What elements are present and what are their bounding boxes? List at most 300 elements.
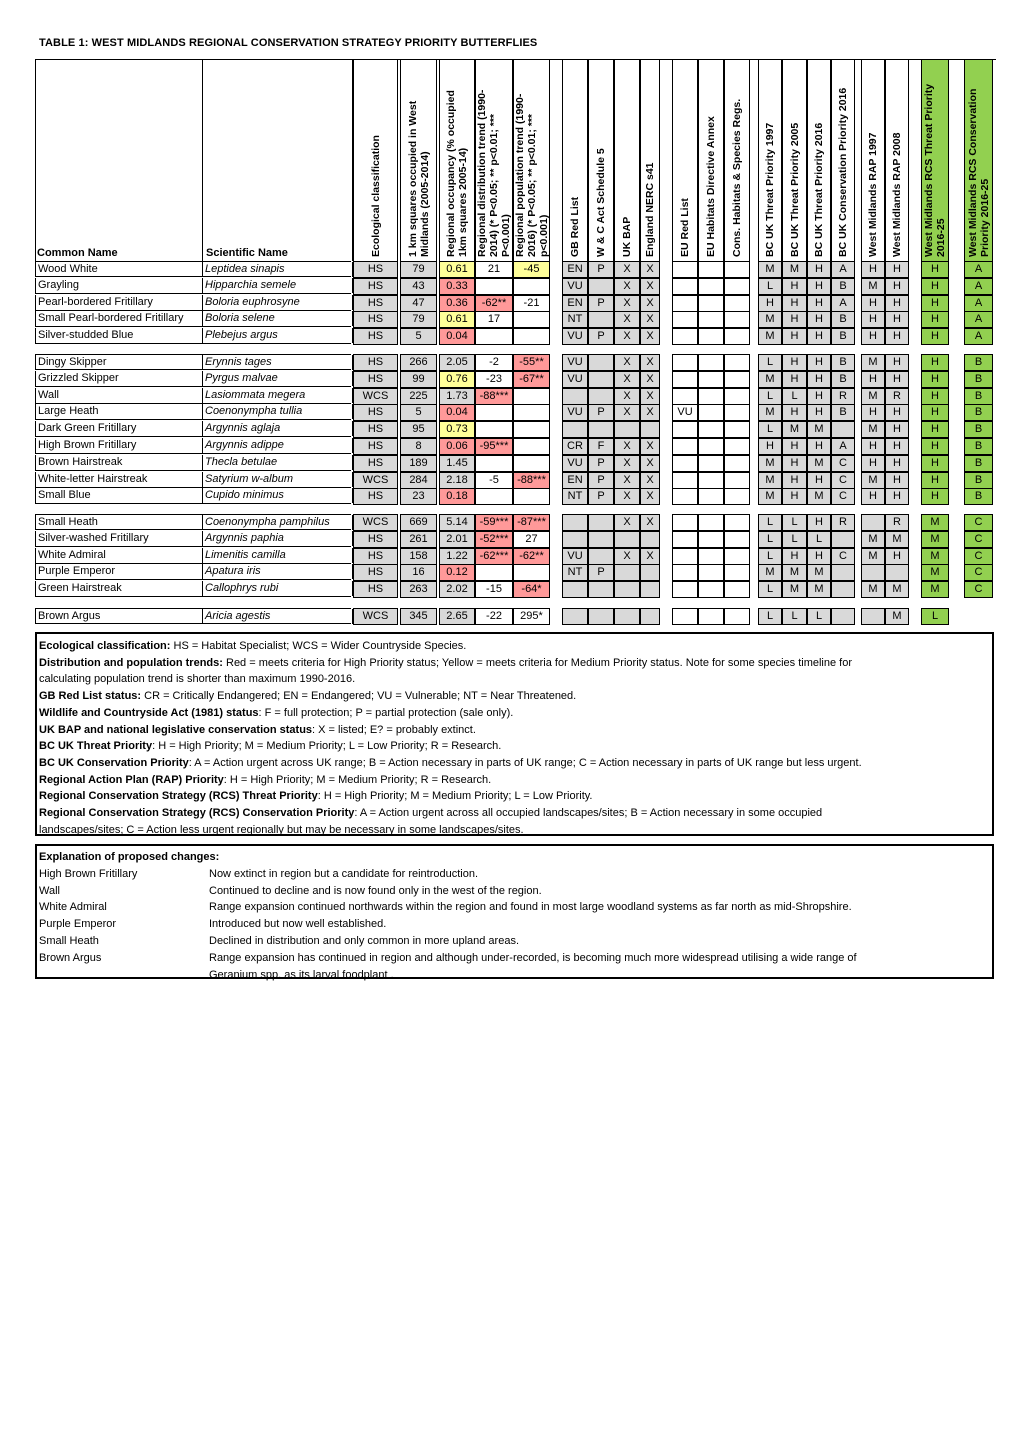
cell-wca: [588, 371, 614, 388]
cell-nerc: X: [640, 354, 660, 371]
cell-r97: H: [861, 371, 885, 388]
cell-eco: HS: [353, 421, 398, 438]
cell-b97: M: [758, 564, 782, 581]
cell-r97: H: [861, 295, 885, 312]
cell-b05: M: [782, 564, 807, 581]
cell-cons: [724, 371, 750, 388]
table-title: TABLE 1: WEST MIDLANDS REGIONAL CONSERVATION STRATEGY PRIORITY BUTTERFLIES: [39, 37, 538, 49]
cell-nerc: X: [640, 295, 660, 312]
cell-km: 266: [400, 354, 437, 371]
cell-occ: 0.36: [439, 295, 475, 312]
header-label-bc: BC UK Conservation Priority 2016: [837, 87, 849, 257]
cell-gb: [562, 388, 588, 405]
header-b16: [807, 60, 831, 261]
legend-label: Regional Conservation Strategy (RCS) Threat Priority: [39, 790, 318, 803]
cell-euh: [698, 438, 724, 455]
legend-line: [39, 688, 992, 705]
cell-dist: -52***: [475, 531, 513, 548]
cell-b05: H: [782, 295, 807, 312]
cell-cons: [724, 404, 750, 421]
cell-pop: [513, 455, 550, 472]
cell-bc: [831, 564, 855, 581]
common-name-cell: Silver-studded Blue: [35, 328, 203, 343]
cell-r08: H: [885, 328, 909, 345]
cell-occ: 0.61: [439, 261, 475, 278]
cell-gb: NT: [562, 488, 588, 505]
cell-t: H: [921, 438, 949, 455]
header-label-b97: BC UK Threat Priority 1997: [764, 122, 776, 257]
cell-b05: H: [782, 472, 807, 489]
table-row: [35, 295, 351, 311]
header-common-name: Common Name: [37, 247, 118, 259]
scientific-name-cell: Aricia agestis: [203, 609, 353, 624]
cell-bap: [614, 608, 640, 625]
cell-r08: H: [885, 438, 909, 455]
header-bc: [831, 60, 855, 261]
cell-gb: NT: [562, 564, 588, 581]
cell-wca: P: [588, 404, 614, 421]
table-row: [35, 278, 351, 294]
cell-c: B: [964, 354, 993, 371]
cell-b97: L: [758, 278, 782, 295]
cell-r97: H: [861, 438, 885, 455]
cell-t: H: [921, 261, 949, 278]
cell-bap: X: [614, 514, 640, 531]
cell-b97: L: [758, 608, 782, 625]
cell-b05: L: [782, 388, 807, 405]
legend-text: HS = Habitat Specialist; WCS = Wider Countryside Species.: [170, 640, 467, 652]
cell-dist: -15: [475, 581, 513, 598]
header-cons: [724, 60, 750, 261]
scientific-name-cell: Limenitis camilla: [203, 548, 353, 563]
cell-nerc: X: [640, 278, 660, 295]
cell-euh: [698, 371, 724, 388]
cell-pop: [513, 388, 550, 405]
cell-gb: EN: [562, 472, 588, 489]
legend-text: Red = meets criteria for High Priority status; Yellow = meets criteria for Medium Priority status. Note for some species timeline for: [222, 656, 852, 669]
cell-cons: [724, 278, 750, 295]
cell-pop: [513, 311, 550, 328]
cell-b16: H: [807, 278, 831, 295]
scientific-name-cell: Leptidea sinapis: [203, 262, 353, 277]
cell-gb: VU: [562, 548, 588, 565]
cell-b16: M: [807, 455, 831, 472]
cell-c: C: [964, 548, 993, 565]
cell-bc: A: [831, 261, 855, 278]
cell-euh: [698, 311, 724, 328]
scientific-name-cell: Argynnis aglaja: [203, 421, 353, 436]
cell-wca: P: [588, 295, 614, 312]
header-pop: [513, 60, 550, 261]
cell-wca: [588, 514, 614, 531]
change-species: Wall: [39, 884, 60, 897]
legend-label: GB Red List status:: [39, 690, 142, 703]
cell-bap: X: [614, 354, 640, 371]
cell-eco: WCS: [353, 514, 398, 531]
cell-t: M: [921, 514, 949, 531]
cell-eur: [672, 581, 698, 598]
header-label-c: Priority 2016-25: [978, 178, 991, 257]
cell-nerc: X: [640, 472, 660, 489]
cell-cons: [724, 354, 750, 371]
common-name-cell: Small Pearl-bordered Fritillary: [35, 311, 203, 326]
legend-line: [39, 705, 992, 722]
header-label-eur: EU Red List: [679, 198, 691, 257]
table-row: [35, 404, 351, 420]
cell-eco: HS: [353, 354, 398, 371]
cell-eur: [672, 328, 698, 345]
cell-b16: H: [807, 295, 831, 312]
cell-t: H: [921, 311, 949, 328]
cell-c: B: [964, 438, 993, 455]
cell-t: H: [921, 295, 949, 312]
cell-r97: M: [861, 581, 885, 598]
table-row: [35, 531, 351, 547]
cell-dist: [475, 421, 513, 438]
common-name-cell: Small Blue: [35, 488, 203, 503]
cell-pop: -21: [513, 295, 550, 312]
cell-wca: P: [588, 455, 614, 472]
header-left-border: [35, 60, 203, 261]
cell-occ: 0.76: [439, 371, 475, 388]
common-name-cell: Wall: [35, 388, 203, 403]
cell-r97: H: [861, 328, 885, 345]
cell-b05: H: [782, 278, 807, 295]
cell-r97: M: [861, 421, 885, 438]
table-row: [35, 514, 351, 530]
cell-dist: -88***: [475, 388, 513, 405]
cell-c: A: [964, 278, 993, 295]
table-header: [35, 59, 996, 261]
cell-km: 47: [400, 295, 437, 312]
cell-euh: [698, 388, 724, 405]
cell-r97: [861, 564, 885, 581]
legend-label: BC UK Conservation Priority: [39, 756, 189, 769]
cell-t: H: [921, 278, 949, 295]
cell-nerc: X: [640, 388, 660, 405]
cell-c: B: [964, 455, 993, 472]
cell-eur: [672, 421, 698, 438]
legend-line: [39, 772, 992, 789]
cell-eur: [672, 278, 698, 295]
cell-gb: VU: [562, 354, 588, 371]
cell-km: 225: [400, 388, 437, 405]
cell-euh: [698, 404, 724, 421]
legend-line: [39, 755, 992, 772]
legend-text: : X = listed; E? = probably extinct.: [312, 723, 476, 736]
cell-b16: H: [807, 261, 831, 278]
cell-b05: L: [782, 531, 807, 548]
header-euh: [698, 60, 724, 261]
cell-b05: H: [782, 455, 807, 472]
cell-c: C: [964, 581, 993, 598]
cell-t: H: [921, 455, 949, 472]
cell-r97: H: [861, 311, 885, 328]
cell-b05: H: [782, 354, 807, 371]
header-label-occ: Regional occupancy (% occupied: [445, 90, 457, 257]
legend-text: landscapes/sites; C = Action less urgent regionally but may be necessary in some landscapes/sites.: [39, 823, 524, 836]
common-name-cell: Large Heath: [35, 404, 203, 419]
cell-r97: M: [861, 354, 885, 371]
cell-occ: 0.61: [439, 311, 475, 328]
cell-t: H: [921, 488, 949, 505]
cell-r08: H: [885, 488, 909, 505]
cell-t: H: [921, 371, 949, 388]
legend-text: calculating population trend is shorter than maximum 1990-2016.: [39, 673, 356, 686]
cell-r08: H: [885, 261, 909, 278]
change-row: [39, 866, 992, 883]
legend-label: Wildlife and Countryside Act (1981) status: [39, 706, 259, 719]
cell-cons: [724, 388, 750, 405]
cell-b97: L: [758, 421, 782, 438]
table-row: [35, 548, 351, 564]
table-row: [35, 438, 351, 454]
table-row: [35, 488, 351, 504]
cell-wca: [588, 311, 614, 328]
legend-line: [39, 805, 992, 822]
cell-gb: [562, 608, 588, 625]
cell-bap: X: [614, 548, 640, 565]
cell-pop: [513, 421, 550, 438]
cell-t: M: [921, 564, 949, 581]
cell-bc: B: [831, 354, 855, 371]
header-bap: [614, 60, 640, 261]
cell-gb: VU: [562, 328, 588, 345]
cell-r08: [885, 564, 909, 581]
scientific-name-cell: Lasiommata megera: [203, 388, 353, 403]
cell-b97: L: [758, 388, 782, 405]
legend-label: BC UK Threat Priority: [39, 740, 153, 753]
legend-line: [39, 788, 992, 805]
cell-dist: -62**: [475, 295, 513, 312]
header-label-t: 2016-25: [935, 218, 947, 257]
cell-r08: H: [885, 371, 909, 388]
cell-wca: P: [588, 472, 614, 489]
legend-text: : H = High Priority; M = Medium Priority; R = Research.: [223, 773, 492, 786]
cell-r08: H: [885, 404, 909, 421]
cell-occ: 2.02: [439, 581, 475, 598]
cell-r97: M: [861, 472, 885, 489]
common-name-cell: Grayling: [35, 278, 203, 293]
cell-r97: H: [861, 455, 885, 472]
cell-t: H: [921, 404, 949, 421]
header-eur: [672, 60, 698, 261]
cell-bap: [614, 421, 640, 438]
cell-occ: 2.65: [439, 608, 475, 625]
cell-b97: L: [758, 548, 782, 565]
legend-label: Distribution and population trends:: [39, 656, 223, 669]
cell-euh: [698, 548, 724, 565]
cell-km: 5: [400, 328, 437, 345]
change-row: [39, 967, 992, 984]
header-label-b05: BC UK Threat Priority 2005: [788, 122, 801, 257]
cell-occ: 0.73: [439, 421, 475, 438]
cell-t: H: [921, 472, 949, 489]
cell-b16: M: [807, 564, 831, 581]
header-t: [921, 60, 949, 261]
cell-occ: 2.05: [439, 354, 475, 371]
cell-bc: C: [831, 488, 855, 505]
table-row: [35, 581, 351, 597]
cell-dist: -5: [475, 472, 513, 489]
table-row: [35, 388, 351, 404]
cell-c: C: [964, 514, 993, 531]
cell-b16: H: [807, 388, 831, 405]
cell-b16: H: [807, 472, 831, 489]
header-eco: [353, 60, 398, 261]
header-c: [964, 60, 993, 261]
cell-b97: M: [758, 488, 782, 505]
change-text: Continued to decline and is now found only in the west of the region.: [209, 884, 542, 897]
cell-pop: [513, 438, 550, 455]
cell-bap: X: [614, 404, 640, 421]
common-name-cell: White Admiral: [35, 548, 203, 563]
cell-b16: L: [807, 608, 831, 625]
common-name-cell: Dark Green Fritillary: [35, 421, 203, 436]
change-species: Brown Argus: [39, 951, 102, 964]
cell-eco: WCS: [353, 608, 398, 625]
cell-occ: 0.04: [439, 328, 475, 345]
cell-euh: [698, 295, 724, 312]
cell-gb: [562, 531, 588, 548]
scientific-name-cell: Coenonympha pamphilus: [203, 515, 353, 530]
header-label-gb: GB Red List: [569, 196, 581, 257]
cell-pop: [513, 278, 550, 295]
cell-pop: 27: [513, 531, 550, 548]
scientific-name-cell: Argynnis adippe: [203, 438, 353, 453]
header-label-dist: Regional distribution trend (1990-: [476, 89, 488, 257]
change-row: [39, 916, 992, 933]
legend-text: : A = Action urgent across UK range; B = Action necessary in parts of UK range; C = Action necessary in parts of UK range but less urgent.: [188, 756, 862, 769]
legend-text: : F = full protection; P = partial protection (sale only).: [258, 706, 514, 719]
cell-wca: [588, 548, 614, 565]
cell-gb: [562, 581, 588, 598]
change-species: Small Heath: [39, 934, 99, 947]
cell-nerc: X: [640, 548, 660, 565]
cell-bap: X: [614, 278, 640, 295]
cell-cons: [724, 514, 750, 531]
cell-b16: H: [807, 328, 831, 345]
legend-label: UK BAP and national legislative conservation status: [39, 723, 313, 736]
cell-gb: VU: [562, 455, 588, 472]
cell-bap: X: [614, 388, 640, 405]
cell-r08: M: [885, 608, 909, 625]
cell-eur: [672, 548, 698, 565]
cell-eur: [672, 388, 698, 405]
header-label-dist: 2014) (* P<0.05; ** p<0.01; ***: [488, 113, 500, 257]
cell-c: [964, 608, 993, 625]
common-name-cell: High Brown Fritillary: [35, 438, 203, 453]
header-label-t: West Midlands RCS Threat Priority: [923, 83, 935, 257]
cell-eco: HS: [353, 278, 398, 295]
cell-b16: H: [807, 371, 831, 388]
cell-dist: [475, 455, 513, 472]
changes-box: [35, 844, 994, 979]
legend-text: : A = Action urgent across all occupied landscapes/sites; B = Action necessary in some occupied: [354, 807, 823, 820]
cell-euh: [698, 488, 724, 505]
scientific-name-cell: Boloria euphrosyne: [203, 295, 353, 310]
cell-cons: [724, 581, 750, 598]
cell-eur: [672, 371, 698, 388]
cell-eco: HS: [353, 261, 398, 278]
table-row: [35, 472, 351, 488]
cell-b97: L: [758, 514, 782, 531]
cell-c: B: [964, 472, 993, 489]
cell-bc: B: [831, 278, 855, 295]
scientific-name-cell: Cupido minimus: [203, 488, 353, 503]
table-row: [35, 354, 351, 370]
cell-km: 8: [400, 438, 437, 455]
cell-eco: HS: [353, 488, 398, 505]
cell-eco: HS: [353, 455, 398, 472]
cell-b05: H: [782, 311, 807, 328]
cell-nerc: X: [640, 328, 660, 345]
cell-bc: B: [831, 328, 855, 345]
cell-b97: M: [758, 404, 782, 421]
cell-eur: VU: [672, 404, 698, 421]
change-text: Geranium spp. as its larval foodplant .: [209, 968, 394, 981]
cell-eco: HS: [353, 404, 398, 421]
cell-eco: HS: [353, 371, 398, 388]
cell-r97: M: [861, 278, 885, 295]
header-r08: [885, 60, 909, 261]
cell-r97: H: [861, 488, 885, 505]
cell-gb: VU: [562, 371, 588, 388]
cell-b05: L: [782, 608, 807, 625]
cell-occ: 0.33: [439, 278, 475, 295]
cell-dist: [475, 278, 513, 295]
change-row: [39, 933, 992, 950]
cell-bc: C: [831, 455, 855, 472]
cell-nerc: [640, 564, 660, 581]
legend-label: Regional Action Plan (RAP) Priority: [39, 773, 224, 786]
cell-nerc: [640, 421, 660, 438]
scientific-name-cell: Pyrgus malvae: [203, 371, 353, 386]
cell-bap: [614, 581, 640, 598]
cell-km: 95: [400, 421, 437, 438]
header-b05: [782, 60, 807, 261]
cell-pop: [513, 488, 550, 505]
header-label-pop: p<0.001): [537, 214, 550, 257]
cell-bc: [831, 608, 855, 625]
header-label-eco: Ecological classification: [369, 135, 382, 257]
cell-b97: L: [758, 581, 782, 598]
cell-bc: B: [831, 404, 855, 421]
header-label-euh: EU Habitats Directive Annex: [705, 116, 717, 257]
cell-c: B: [964, 371, 993, 388]
legend-text: : H = High Priority; M = Medium Priority; L = Low Priority; R = Research.: [152, 740, 502, 753]
cell-gb: VU: [562, 278, 588, 295]
table-row: [35, 311, 351, 327]
cell-dist: -95***: [475, 438, 513, 455]
cell-km: 5: [400, 404, 437, 421]
cell-dist: [475, 488, 513, 505]
cell-bc: B: [831, 311, 855, 328]
cell-c: B: [964, 488, 993, 505]
cell-eco: HS: [353, 295, 398, 312]
cell-b97: M: [758, 371, 782, 388]
cell-t: L: [921, 608, 949, 625]
header-label-dist: P<0.001): [500, 214, 512, 257]
cell-gb: [562, 421, 588, 438]
cell-occ: 1.45: [439, 455, 475, 472]
change-species: Purple Emperor: [39, 918, 117, 931]
cell-eur: [672, 261, 698, 278]
legend-label: Regional Conservation Strategy (RCS) Conservation Priority: [39, 807, 355, 820]
cell-r97: [861, 514, 885, 531]
cell-km: 284: [400, 472, 437, 489]
cell-eur: [672, 514, 698, 531]
